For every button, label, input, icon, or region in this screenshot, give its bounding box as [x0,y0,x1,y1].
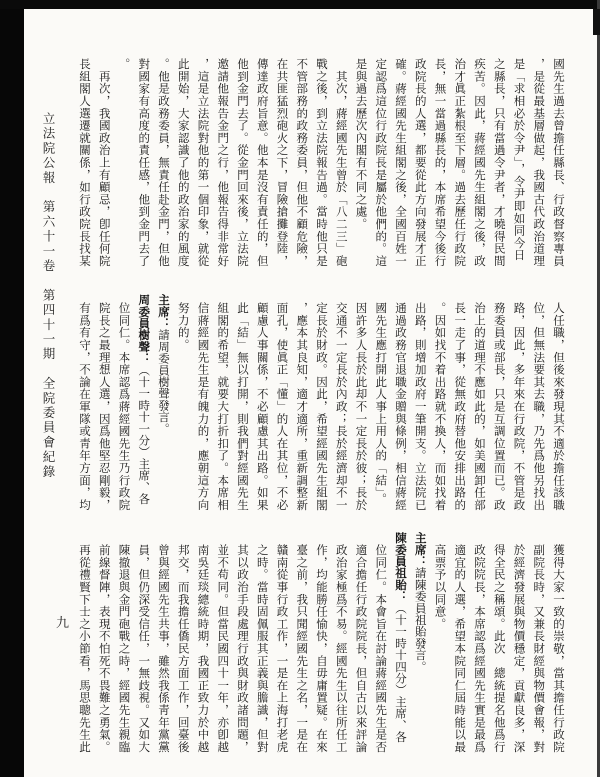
text-column: 員，但仍深受信任，一無歧視。又如大 [137,544,152,754]
text-column: ，是從最基層做起，我國古代政治道理 [532,58,547,268]
speaker-column: 主席：請陳委員祖貽發言。 [413,532,428,673]
text-column: 適宜的人選，希望本院同仁屆時能以最 [453,544,468,754]
text-column: 位同仁。本席認爲蔣經國先生乃行政院 [117,302,132,512]
folio-number: 九 [56,616,70,631]
text-column: 是「求相必於令尹」，令尹即如同今日 [512,58,527,262]
journal-title-strip: 立法院公報 第六十一卷 第四十一期 全院委員會紀錄 [41,112,56,480]
text-register-bottom [74,531,568,763]
text-column: 長組閣人選遷就關係，如行政院長找某 [78,58,92,268]
text-column: 政院長的人選，都要從此方向發展才正 [413,58,428,268]
text-column: 定認爲這位行政院長是屬於他們的。這 [374,58,389,268]
text-column: 治才眞正紮根至下層。過去歷任行政院 [453,58,468,268]
text-column: 疾苦。因此，蔣經國先生組閣之後，政 [473,58,487,268]
text-column: ，這是立法院對他的第一個印象，就從 [196,58,211,268]
text-column: 交通不一定長於內政；長於經濟却不一 [334,302,349,512]
text-column: 面孔，使眞正「懂」的人在其位，不必 [275,302,290,512]
text-column: 南吳廷琰總統時期，我國正致力於中越 [196,544,211,754]
speaker-label: 陳委員祖貽： [394,532,408,603]
text-column: 有爲有守，不論在軍隊或靑年方面，均 [78,302,92,512]
text-column: ，應本其良知，適才適所，重新調整新 [295,302,310,512]
text-column: 在共匪猛烈砲火之下，冒險搶攤登陸， [275,58,290,268]
text-column: 顧慮人事關係，不必顧慮其出路。如果 [255,302,270,512]
text-column: 政院院長，本席認爲經國先生實是最爲 [473,544,487,754]
text-column: 長，無一當過縣長的，本席希望今後行 [433,58,448,268]
text-column: 之縣長，只有當過令尹者，才曉得民間 [492,58,507,268]
scan-border-top [0,0,600,9]
text-column: 之時。當時固佩服其正義與膽識，但對 [255,544,270,754]
text-column: 努力的。 [176,302,191,352]
text-column: 再次，我國政治上有顧忌，卽任何院 [97,58,112,268]
text-column: 位，但無法要其去職，乃先爲他另找出 [532,302,547,512]
text-column: 贛南從事行政工作，一是在上海打老虎 [275,544,290,754]
text-column: 適合擔任行政院院長，但自古以來評論 [354,544,369,754]
text-column: 組閣的希望，就要大打折扣了。本席相 [216,302,231,512]
speaker-column: 主席：請周委員樹聲發言。 [157,294,171,435]
text-column: 於經濟發展與物價穩定，貢獻良多，深 [512,544,527,754]
text-column: 。他是政務委員，無責任赴金門，但他 [157,58,171,268]
text-column: 位同仁。本會旨在討論蔣經國先生是否 [374,544,389,754]
text-column: 高票予以同意。 [433,544,448,631]
speaker-label: 周委員樹聲： [137,294,152,365]
speaker-column: 周委員樹聲：（十一時十一分）主席、各 [137,294,152,505]
text-column: 作，均能勝任愉快，自毋庸置疑。在來 [315,544,329,754]
text-column: 通過政務官退職金贈與條例，相信蔣經 [394,302,408,512]
text-column: 對國家有高度的責任感，他到金門去了 [137,58,152,268]
text-column: 不管部務的政務委員，但他不顧危險， [295,58,310,268]
text-column: 國先生應打開此人事上用人的「結」。 [374,302,389,506]
text-column: 。 [117,58,132,71]
text-column: 出路，則增加政府一筆開支。立法院已 [413,302,428,512]
text-column: 國先生過去曾擔任縣長、行政督察專員 [552,58,566,268]
text-column: 曾與經國先生共事，雖然我係靑年黨黨 [157,544,171,754]
text-column: 戰之後，到立法院報告過。當時他只是 [315,58,329,268]
text-column: 傳達政府旨意。他本是沒有責任的，但 [255,58,270,268]
text-column: 前線督陣，表現不怕死不畏難之勇氣。 [97,544,112,754]
text-column: 再從禮賢下士之小節看，馬思聰先生此 [78,544,92,754]
text-column: 得全民之稱頌。此次 總統提名他爲行 [492,544,507,754]
text-column: 其次，蔣經國先生曾於「八二三」砲 [334,58,349,268]
text-column: 治上的道理不應如此的，如美國卸任部 [473,302,487,512]
text-column: 路，因此，多年來在行政院，不管是政 [512,302,527,512]
text-column: 並不苟同。但當民國四十一年，亦卽越 [216,544,231,754]
text-column: 政治家極爲不易。經國先生以往所任工 [334,544,349,754]
speaker-column: 陳委員祖貽：（十一時十四分）主席、各 [394,532,408,743]
text-column: 獲得大家一致的崇敬，當其擔任行政院 [552,544,566,754]
text-column: 定長於財政。因此，希望經國先生組閣 [315,302,329,512]
text-column: 務委員或部長，只是互調位置而已。政 [492,302,507,512]
text-column: 。因如找不着出路就不換人，而如找着 [433,302,448,512]
text-column: 確。蔣經國先生組閣之後，全國百姓一 [394,58,408,268]
text-column: 邦交，而我擔任僑民方面工作，回臺後 [176,544,191,754]
text-column: 長一走了事，從無政府替他安排出路的 [453,302,468,512]
speaker-label: 主席： [157,294,171,330]
text-column: 臺之前，我只聞經國先生之名，一是在 [295,544,310,754]
scan-border-left [0,0,24,777]
text-column: 邀請他報告金門之行，他報告得非常好 [216,58,231,268]
text-column: 是與過去歷次內閣有不同之處。 [354,58,369,231]
text-column: 其以政治手段處理行政與財政諸問題， [236,544,250,754]
text-column: 信蔣經國先生是有魄力的，應朝這方向 [196,302,211,512]
text-column: 此開始，大家認識了他的政治家的風度 [176,58,191,268]
text-column: 此「結」無以打開，則我們對經國先生 [236,302,250,512]
text-column: 院長之最理想人選，因爲他堅忍剛毅， [97,302,112,512]
text-column: 陳撤退與金門砲戰之時，經國先生親臨 [117,544,132,754]
scan-border-corner-mark [593,9,600,35]
text-column: 人任職，但後來發現其不適於擔任該職 [552,302,566,512]
speaker-label: 主席： [413,532,428,568]
text-register-middle [74,293,568,511]
text-register-top [74,56,568,282]
text-column: 副院長時，又兼長財經與物價會報，對 [532,544,547,754]
text-column: 因許多人長於此却不一定長於彼；長於 [354,302,369,512]
text-column: 他到金門去了。從金門回來後，立法院 [236,58,250,268]
